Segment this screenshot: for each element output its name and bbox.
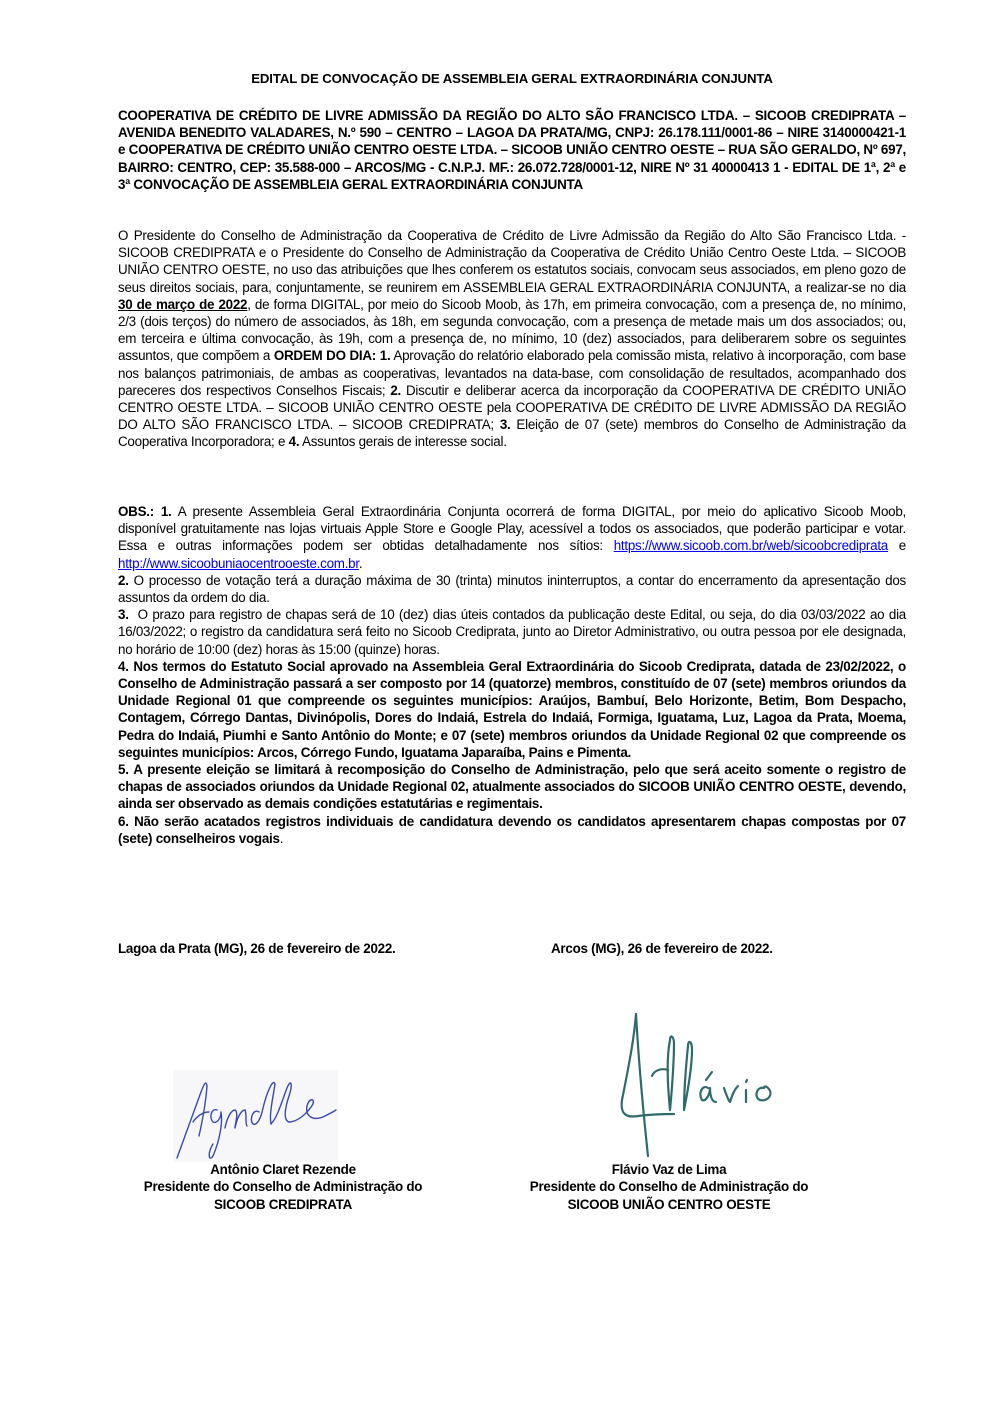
agenda-item-2-number: 2. xyxy=(390,382,402,398)
signature-antonio-claret-rezende xyxy=(173,1070,338,1162)
agenda-item-3: Eleição de 07 (sete) membros do Conselho de Administração da Cooperativa Incorporadora; e xyxy=(118,417,907,450)
left-signatory-org: SICOOB CREDIPRATA xyxy=(213,1196,353,1212)
signature-flavio-vaz-de-lima xyxy=(608,1010,798,1160)
observation-1 xyxy=(118,503,906,572)
agenda-item-2: Discutir e deliberar acerca da incorporação da COOPERATIVA DE CRÉDITO UNIÃO CENTRO OESTE LTDA. – SICOOB UNIÃO CENTRO OESTE pela COOPERATIVA DE CRÉDITO DE LIVRE ADMISSÃO DA REGIÃO DO ALTO SÃO FRANCISCO LTDA. – SICOOB CREDIPRATA; xyxy=(118,382,906,433)
agenda-item-3-number: 3. xyxy=(499,417,511,433)
right-signatory xyxy=(504,1161,834,1213)
agenda-item-4-number: 4. xyxy=(288,434,300,450)
obs-2-text: O processo de votação terá a duração máxima de 30 (trinta) minutos ininterruptos, a contar do encerramento da apresentação dos assuntos da ordem do dia. xyxy=(118,572,906,606)
intro-text: O Presidente do Conselho de Administração da Cooperativa de Crédito de Livre Admissão da Região do Alto São Francisco Ltda. - SICOOB CREDIPRATA e o Presidente do Conselho de Administração da Cooperativa de Crédito União Centro Oeste Ltda. – SICOOB UNIÃO CENTRO OESTE, no uso das atribuições que lhes conferem os estatutos sociais, convocam seus associados, em pleno gozo de seus direitos sociais, para, conjuntamente, se reunirem em ASSEMBLEIA GERAL EXTRAORDINÁRIA CONJUNTA, a realizar-se no dia xyxy=(118,228,906,295)
handwritten-signature-icon xyxy=(173,1070,338,1162)
right-signatory-name: Flávio Vaz de Lima xyxy=(611,1162,727,1177)
handwritten-signature-icon xyxy=(608,1010,798,1160)
left-signatory xyxy=(118,1161,448,1213)
agenda-item-1: Aprovação do relatório elaborado pela comissão mista, relativo à incorporação, com base nos balanços patrimoniais, de ambas as cooperativas, levantados na data-base, com consolidação de resultados, acompanhado dos pareceres dos respectivos Conselhos Fiscais; xyxy=(118,348,907,398)
obs-3-number: 3. xyxy=(118,607,129,623)
right-signatory-role: Presidente do Conselho de Administração do xyxy=(529,1179,809,1195)
obs-6-end: . xyxy=(279,830,284,846)
right-place-date: Arcos (MG), 26 de fevereiro de 2022. xyxy=(551,941,773,956)
observation-2 xyxy=(118,572,906,606)
observation-6 xyxy=(118,813,906,847)
observation-3 xyxy=(118,606,910,658)
link-separator: e xyxy=(887,538,907,554)
left-place-date: Lagoa da Prata (MG), 26 de fevereiro de 2022. xyxy=(118,941,396,956)
agenda-item-1-number: 1. xyxy=(376,348,391,364)
agenda-label: ORDEM DO DIA: xyxy=(273,348,377,364)
obs-6-text: 6. Não serão acatados registros individuais de candidatura devendo os candidatos apresentarem chapas compostas por 07 (sete) conselheiros vogais xyxy=(118,813,906,846)
document-title: EDITAL DE CONVOCAÇÃO DE ASSEMBLEIA GERAL EXTRAORDINÁRIA CONJUNTA xyxy=(251,71,773,86)
left-signatory-name: Antônio Claret Rezende xyxy=(210,1162,356,1177)
left-signatory-role: Presidente do Conselho de Administração do xyxy=(143,1179,423,1195)
crediprata-website-link[interactable]: https://www.sicoob.com.br/web/sicoobcrediprata xyxy=(613,538,888,554)
observation-5: 5. A presente eleição se limitará à recomposição do Conselho de Administração, pelo que será aceito somente o registro de chapas de associados oriundos da Unidade Regional 02, atualmente associados do SICOOB UNIÃO CENTRO OESTE, devendo, ainda ser observado as demais condições estatutárias e regimentais. xyxy=(118,762,906,812)
convocation-paragraph xyxy=(118,227,906,451)
obs-1-text: A presente Assembleia Geral Extraordinária Conjunta ocorrerá de forma DIGITAL, por meio do aplicativo Sicoob Moob, disponível gratuitamente nas lojas virtuais Apple Store e Google Play, acessível a todos os associados, que poderão participar e votar. Essa e outras informações podem ser obtidas detalhadamente nos sítios: xyxy=(118,504,907,554)
right-signatory-org: SICOOB UNIÃO CENTRO OESTE xyxy=(567,1196,771,1212)
obs-3-text: O prazo para registro de chapas será de 10 (dez) dias úteis contados da publicação deste Edital, ou seja, do dia 03/03/2022 ao dia 16/03/2022; o registro da candidatura será feito no Sicoob Crediprata, junto ao Diretor Administrativo, ou outra pessoa por ele designada, no horário de 10:00 (dez) horas às 15:00 (quinze) horas. xyxy=(118,607,910,657)
assembly-date: 30 de março de 2022 xyxy=(118,296,248,312)
intro-text-2: , de forma DIGITAL, por meio do Sicoob Moob, às 17h, em primeira convocação, com a presença de, no mínimo, 2/3 (dois terços) do número de associados, às 18h, em segunda convocação, com a presença de metade mais um dos associados; ou, em terceira e última convocação, às 19h, com a presença de, no mínimo, 10 (dez) associados, para deliberarem sobre os seguintes assuntos, que compõem a xyxy=(118,296,906,364)
obs-label: OBS.: 1. xyxy=(118,504,172,519)
observations-section xyxy=(118,503,910,847)
agenda-item-4: Assuntos gerais de interesse social. xyxy=(299,434,507,450)
observation-4: 4. Nos termos do Estatuto Social aprovado na Assembleia Geral Extraordinária do Sicoob Crediprata, datada de 23/02/2022, o Conselho de Administração passará a ser composto por 14 (quatorze) membros, constituído de 07 (sete) membros oriundos da Unidade Regional 01 que compreende os seguintes municípios: Araújos, Bambuí, Belo Horizonte, Betim, Bom Despacho, Contagem, Córrego Dantas, Divinópolis, Dores do Indaiá, Estrela do Indaiá, Formiga, Iguatama, Luz, Lagoa da Prata, Moema, Pedra do Indaiá, Piumhi e Santo Antônio do Monte; e 07 (sete) membros oriundos da Unidade Regional 02 que compreende os seguintes municípios: Arcos, Córrego Fundo, Iguatama Japaraíba, Pains e Pimenta. xyxy=(118,658,906,760)
obs-1-end: . xyxy=(358,555,363,571)
uniao-centro-oeste-website-link[interactable]: http://www.sicoobuniaocentrooeste.com.br xyxy=(118,555,359,571)
cooperatives-header: COOPERATIVA DE CRÉDITO DE LIVRE ADMISSÃO DA REGIÃO DO ALTO SÃO FRANCISCO LTDA. – SICOOB CREDIPRATA – AVENIDA BENEDITO VALADARES, N.º 590 – CENTRO – LAGOA DA PRATA/MG, CNPJ: 26.178.111/0001-86 – NIRE 3140000421-1 e COOPERATIVA DE CRÉDITO UNIÃO CENTRO OESTE LTDA. – SICOOB UNIÃO CENTRO OESTE – RUA SÃO GERALDO, Nº 697, BAIRRO: CENTRO, CEP: 35.588-000 – ARCOS/MG - C.N.P.J. MF.: 26.072.728/0001-12, NIRE Nº 31 40000413 1 - EDITAL DE 1ª, 2ª e 3ª CONVOCAÇÃO DE ASSEMBLEIA GERAL EXTRAORDINÁRIA CONJUNTA xyxy=(118,108,906,192)
obs-2-number: 2. xyxy=(118,572,129,588)
